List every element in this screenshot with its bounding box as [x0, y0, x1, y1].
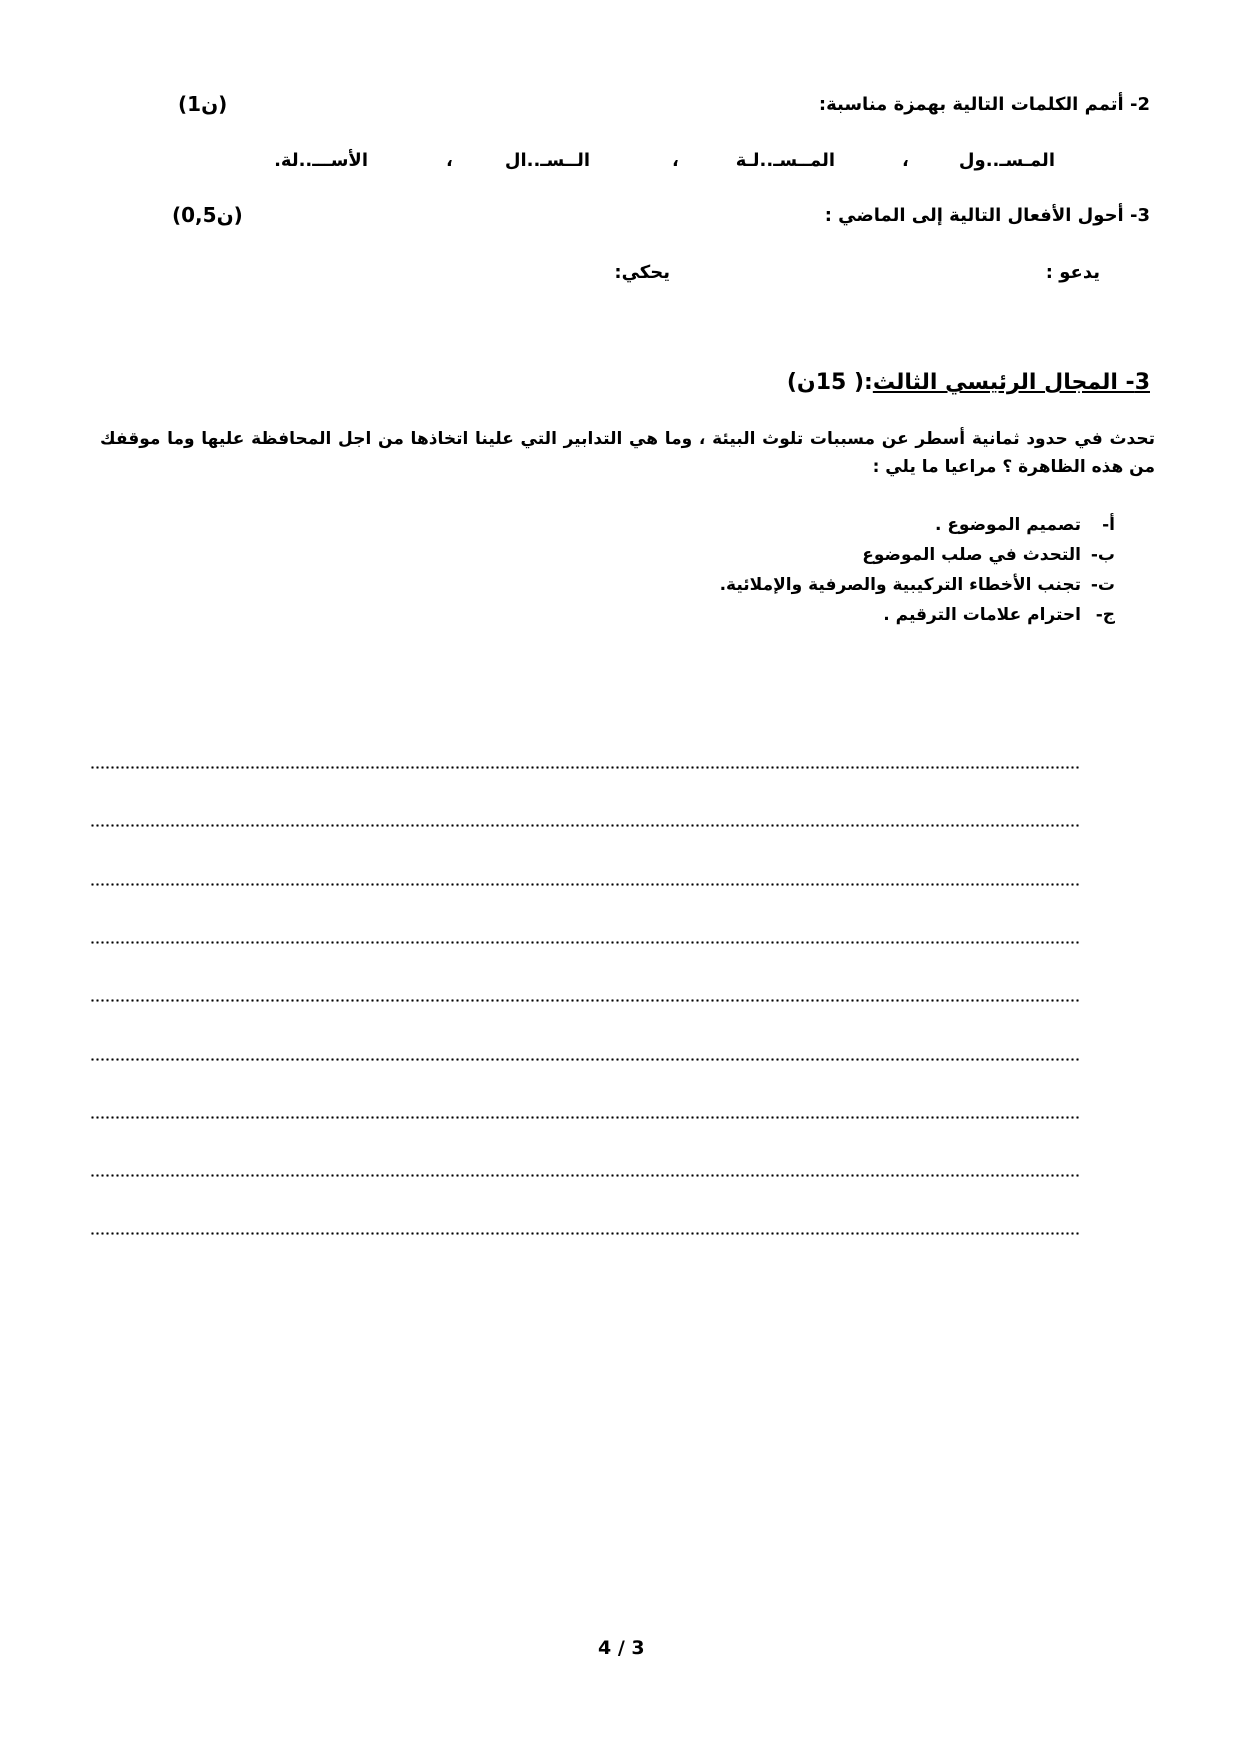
q2-separator-1: ، — [902, 150, 909, 171]
q3-verb-2: يحكي: — [614, 262, 670, 283]
section3-title-main: 3- المجال الرئيسي الثالث — [872, 370, 1150, 395]
section3-title-points: :( 15ن) — [786, 370, 873, 395]
q2-separator-2: ، — [672, 150, 679, 171]
page-number: 4 / 3 — [598, 1637, 645, 1659]
answer-line — [90, 1232, 1080, 1235]
answer-line — [90, 1058, 1080, 1061]
criteria-text: تجنب الأخطاء التركيبية والصرفية والإملائية. — [719, 575, 1081, 595]
q2-word-3: الــسـ..ال — [504, 150, 590, 171]
criteria-text: التحدث في صلب الموضوع — [862, 545, 1081, 565]
criteria-text: احترام علامات الترقيم . — [883, 605, 1081, 625]
section3-title — [787, 370, 1150, 395]
q2-word-2: المــسـ..لـة — [735, 150, 835, 171]
answer-line — [90, 883, 1080, 886]
criteria-marker: ج- — [1095, 605, 1115, 625]
answer-line — [90, 1174, 1080, 1177]
q2-points: (1ن) — [178, 92, 228, 116]
q3-points: (0,5ن) — [172, 203, 243, 227]
answer-line — [90, 824, 1080, 827]
answer-line — [90, 941, 1080, 944]
q2-word-4: الأســـ..لة. — [274, 150, 368, 171]
answer-line — [90, 1116, 1080, 1119]
criteria-item — [720, 600, 1115, 630]
q3-title: 3- أحول الأفعال التالية إلى الماضي : — [824, 205, 1150, 226]
criteria-text: تصميم الموضوع . — [934, 515, 1081, 535]
criteria-marker: ب- — [1090, 545, 1115, 565]
criteria-marker: ت- — [1090, 575, 1115, 595]
criteria-list — [720, 510, 1115, 630]
criteria-item — [720, 570, 1115, 600]
answer-line — [90, 999, 1080, 1002]
criteria-item — [720, 510, 1115, 540]
answer-line — [90, 766, 1080, 769]
q2-separator-3: ، — [446, 150, 453, 171]
q3-verb-1: يدعو : — [1045, 262, 1100, 283]
criteria-item — [720, 540, 1115, 570]
section3-prompt: تحدث في حدود ثمانية أسطر عن مسببات تلوث البيئة ، وما هي التدابير التي علينا اتخاذها من اجل المحافظة عليها وما موقفك من هذه الظاهرة ؟ مراعيا ما يلي : — [100, 429, 1155, 477]
q2-word-1: المـسـ..ول — [958, 150, 1055, 171]
criteria-marker: أ- — [1102, 515, 1115, 535]
q2-title: 2- أتمم الكلمات التالية بهمزة مناسبة: — [818, 94, 1150, 115]
